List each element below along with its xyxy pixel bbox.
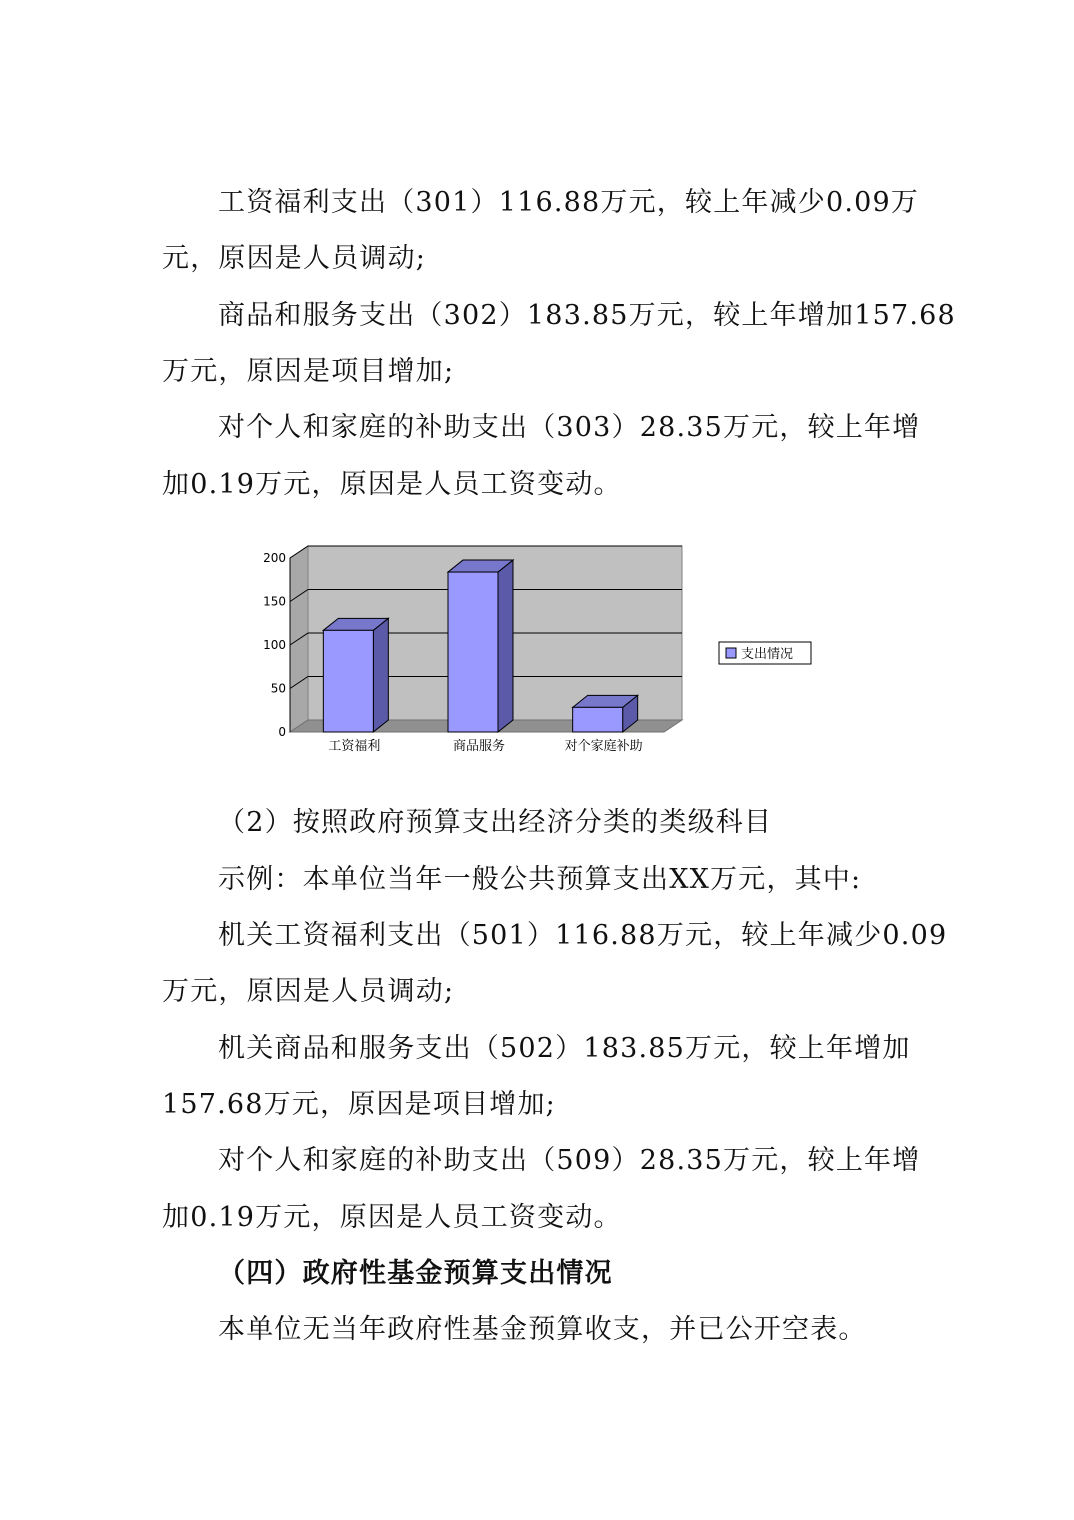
- legend-swatch: [726, 648, 736, 658]
- x-tick-label: 工资福利: [328, 739, 381, 754]
- paragraph-line: 商品和服务支出（302）183.85万元，较上年增加157.68: [218, 300, 956, 331]
- y-tick-label: 150: [263, 594, 286, 609]
- paragraph-line: 机关工资福利支出（501）116.88万元，较上年减少0.09: [218, 920, 948, 951]
- paragraph-line: 157.68万元，原因是项目增加;: [162, 1089, 556, 1120]
- paragraph-line: 加0.19万元，原因是人员工资变动。: [162, 469, 622, 500]
- y-tick-label: 200: [263, 551, 286, 565]
- x-tick-label: 对个家庭补助: [564, 739, 643, 754]
- expenditure-bar-chart: [252, 536, 832, 766]
- legend-label: 支出情况: [741, 647, 794, 662]
- paragraph-line: 工资福利支出（301）116.88万元，较上年减少0.09万: [218, 187, 920, 218]
- paragraph-line: 对个人和家庭的补助支出（303）28.35万元，较上年增: [218, 412, 921, 443]
- paragraph-line: 示例：本单位当年一般公共预算支出XX万元，其中:: [218, 864, 862, 895]
- chart-legend: [719, 642, 811, 664]
- paragraph-line: 万元，原因是人员调动;: [162, 976, 455, 1007]
- y-tick-label: 50: [270, 681, 286, 696]
- paragraph-line: 元，原因是人员调动;: [162, 243, 427, 274]
- paragraph-line: 对个人和家庭的补助支出（509）28.35万元，较上年增: [218, 1145, 921, 1176]
- bar: [323, 630, 373, 732]
- bar-side: [498, 560, 513, 732]
- bar: [448, 572, 498, 732]
- paragraph-line: 加0.19万元，原因是人员工资变动。: [162, 1202, 622, 1233]
- paragraph-line: 本单位无当年政府性基金预算收支，并已公开空表。: [218, 1314, 867, 1345]
- bar-side: [373, 618, 388, 732]
- y-tick-label: 100: [263, 638, 286, 652]
- subsection-title: （2）按照政府预算支出经济分类的类级科目: [218, 807, 773, 838]
- chart-svg: [252, 536, 832, 766]
- y-tick-label: 0: [278, 725, 286, 739]
- section-heading: （四）政府性基金预算支出情况: [218, 1258, 613, 1289]
- x-tick-label: 商品服务: [452, 739, 506, 754]
- paragraph-line: 机关商品和服务支出（502）183.85万元，较上年增加: [218, 1033, 911, 1064]
- paragraph-line: 万元，原因是项目增加;: [162, 356, 455, 387]
- bar: [573, 707, 623, 732]
